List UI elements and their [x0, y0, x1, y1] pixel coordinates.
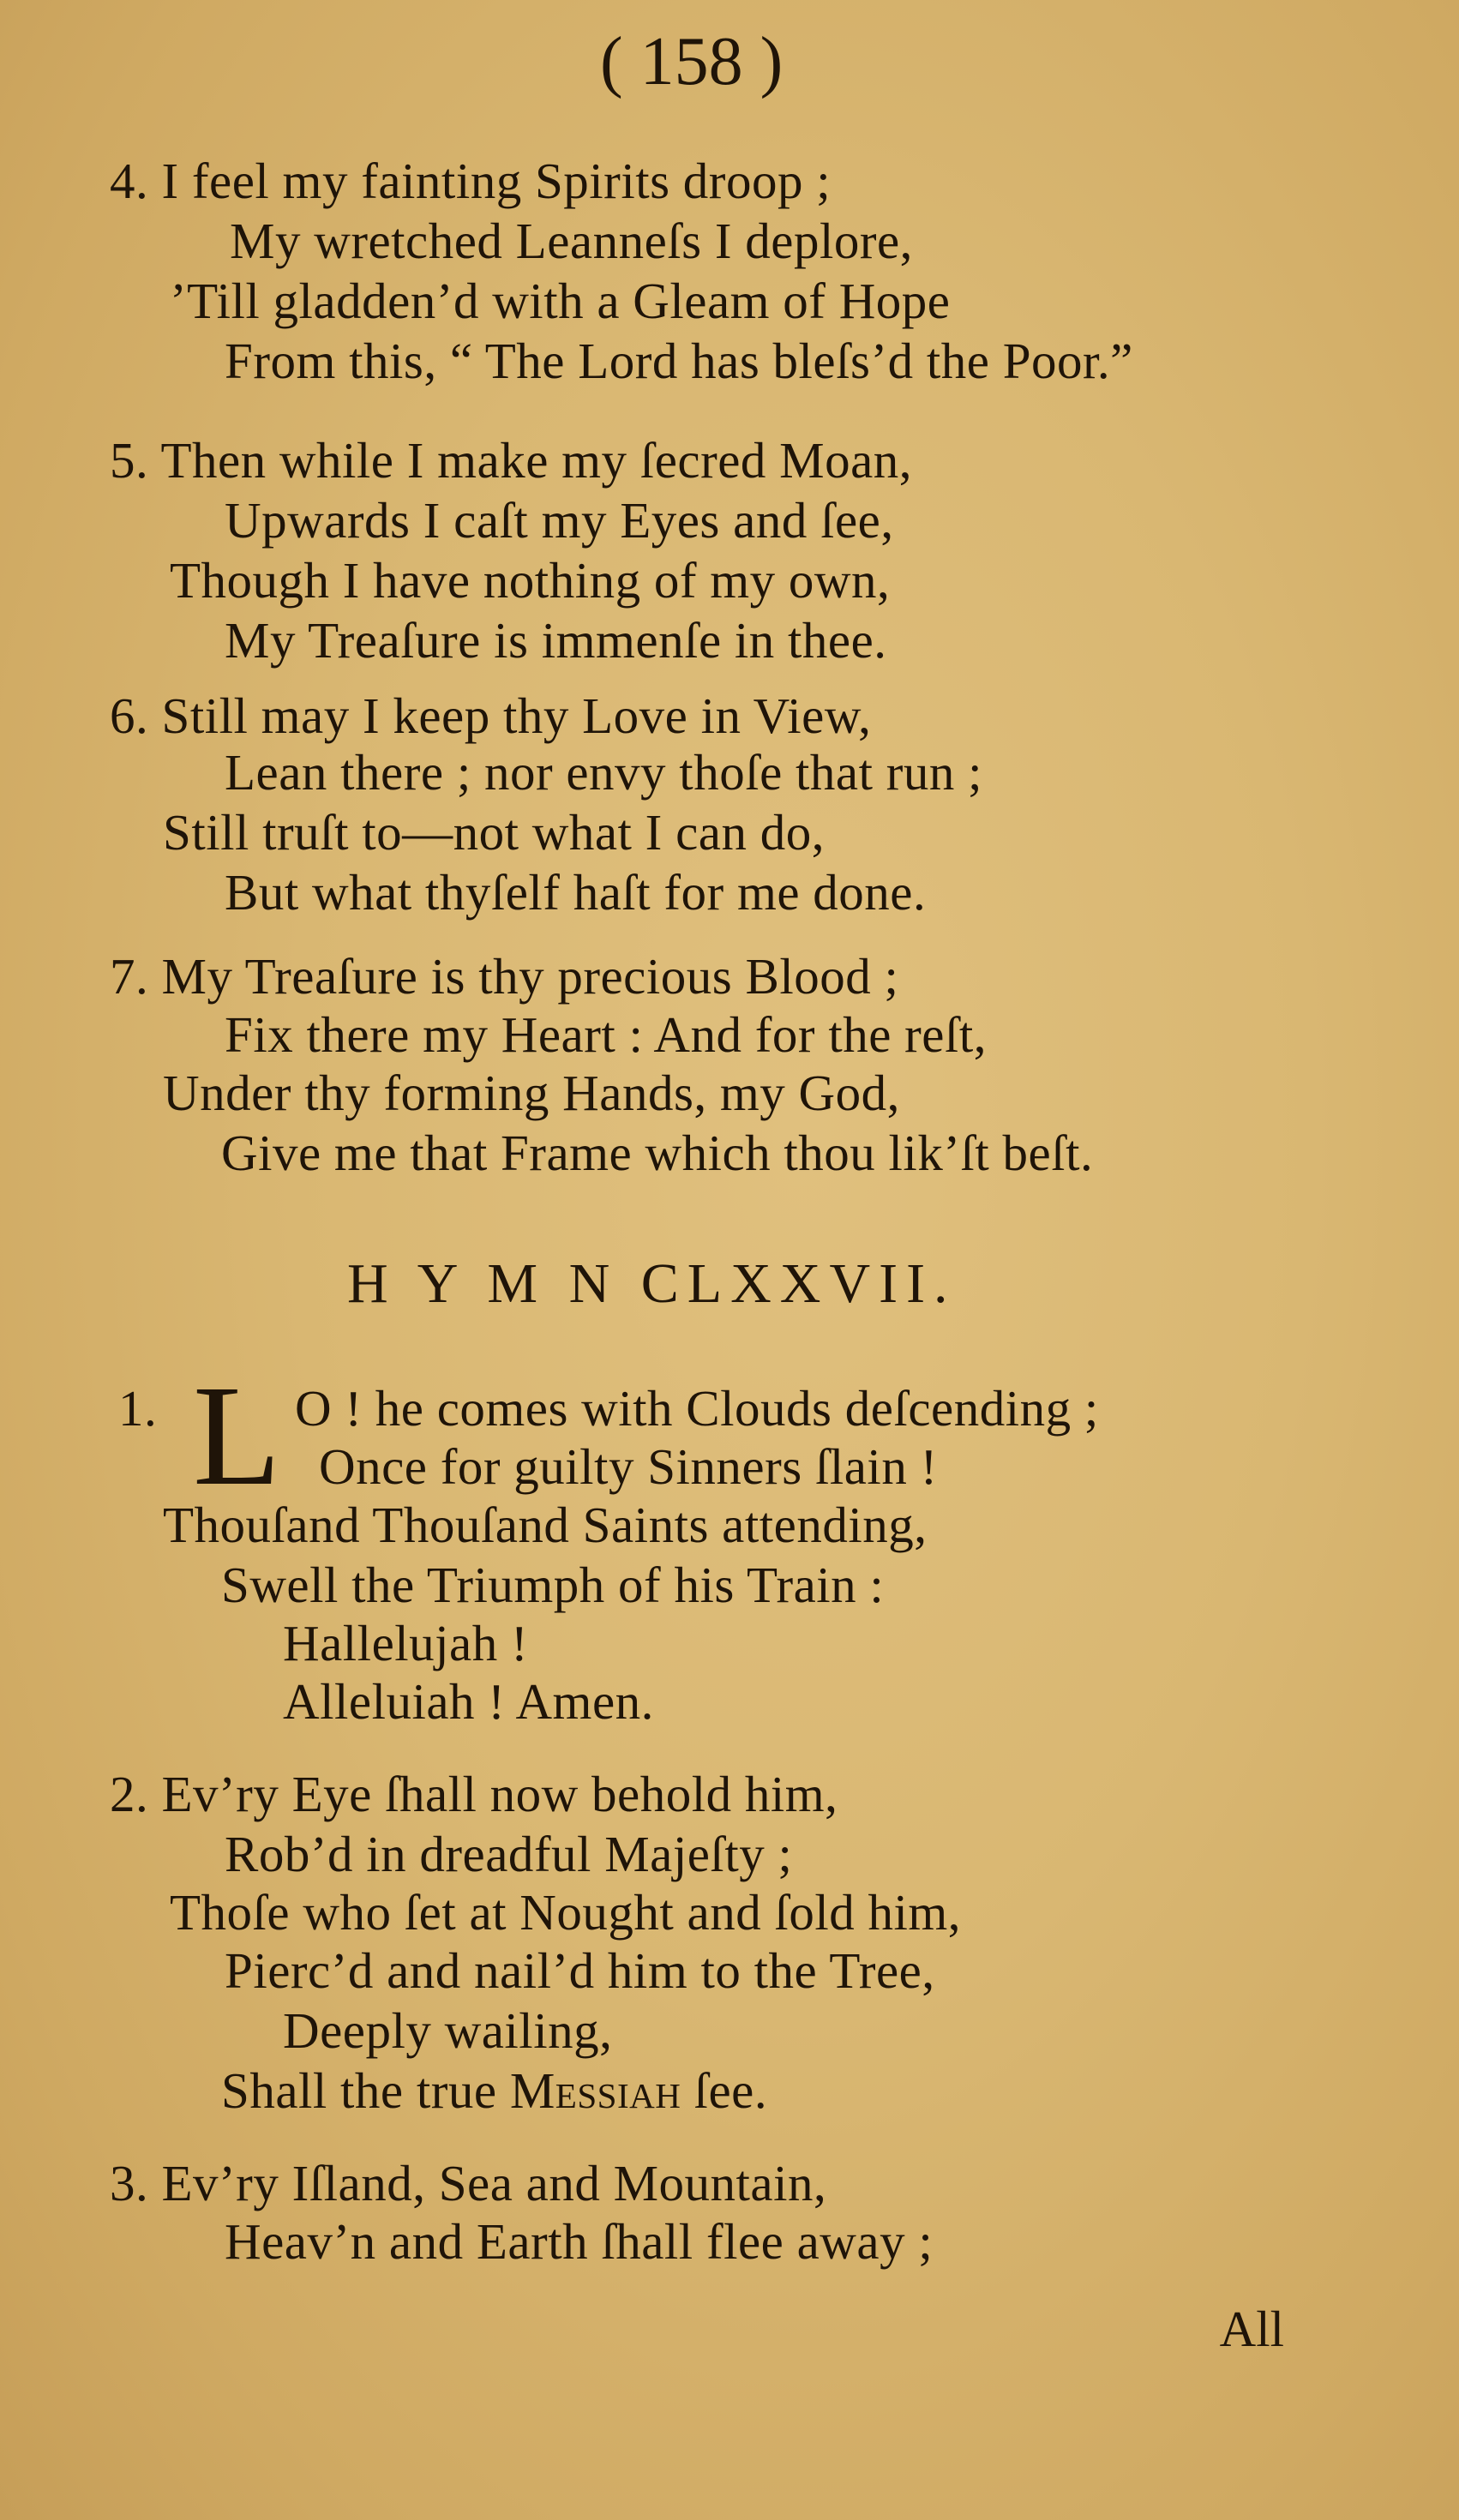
- verse-number: 4.: [110, 153, 149, 209]
- verse-4-line-1: [110, 151, 831, 211]
- verse-line-messiah: [221, 2061, 767, 2121]
- verse-line: Fix there my Heart : And for the reſt,: [225, 1006, 988, 1063]
- hymn-title: H Y M N CLXXVII.: [347, 1252, 957, 1315]
- verse-line: Thouſand Thouſand Saints attending,: [163, 1497, 928, 1553]
- verse-line: Still may I keep thy Love in View,: [161, 687, 872, 744]
- verse-line: Upwards I caſt my Eyes and ſee,: [225, 492, 894, 549]
- verse-line: Alleluiah ! Amen.: [283, 1673, 654, 1730]
- verse-line: From this, “ The Lord has bleſs’d the Poor.”: [225, 333, 1133, 389]
- verse-line: My Treaſure is thy precious Blood ;: [161, 948, 899, 1005]
- verse-line: O ! he comes with Clouds deſcending ;: [295, 1380, 1099, 1437]
- verse-line: Under thy forming Hands, my God,: [163, 1065, 900, 1121]
- verse-line: Ev’ry Eye ſhall now behold him,: [161, 1766, 838, 1822]
- drop-cap: L: [193, 1356, 281, 1515]
- verse-line: Ev’ry Iſland, Sea and Mountain,: [161, 2155, 827, 2211]
- verse-line: My Treaſure is immenſe in thee.: [225, 612, 887, 669]
- verse-line: Give me that Frame which thou lik’ſt beſt.: [221, 1125, 1094, 1181]
- verse-line: Swell the Triumph of his Train :: [221, 1557, 885, 1613]
- verse-line: But what thyſelf haſt for me done.: [225, 864, 927, 921]
- verse-number: 2.: [110, 1766, 149, 1822]
- verse-number: 5.: [110, 432, 149, 489]
- verse-6-line-1: [110, 686, 871, 746]
- verse-line: Once for guilty Sinners ſlain !: [319, 1438, 938, 1495]
- verse-number: 6.: [110, 687, 149, 744]
- page-number: ( 158 ): [600, 24, 784, 99]
- verse-line: Deeply wailing,: [283, 2002, 613, 2059]
- verse-line: Then while I make my ſecred Moan,: [160, 432, 913, 489]
- verse-number: 7.: [110, 948, 149, 1005]
- verse-line: Though I have nothing of my own,: [170, 552, 891, 609]
- verse-line: Still truſt to—not what I can do,: [163, 804, 825, 861]
- verse-line: Heav’n and Earth ſhall flee away ;: [225, 2213, 934, 2270]
- verse-line: My wretched Leanneſs I deplore,: [230, 213, 913, 269]
- verse-line: ’Till gladden’d with a Gleam of Hope: [170, 273, 951, 329]
- verse-line: Lean there ; nor envy thoſe that run ;: [225, 744, 983, 801]
- verse-7-line-1: [110, 946, 898, 1006]
- verse-number: 3.: [110, 2155, 149, 2211]
- verse-text: Shall the true: [221, 2062, 497, 2119]
- verse-line: Thoſe who ſet at Nought and ſold him,: [170, 1884, 962, 1941]
- verse-number: 1.: [118, 1380, 158, 1437]
- verse-line: Hallelujah !: [283, 1615, 529, 1671]
- hymn-verse-2-line-1: [110, 1764, 838, 1824]
- messiah-word: Messiah: [509, 2062, 681, 2119]
- verse-5-line-1: [110, 430, 912, 490]
- verse-line: Pierc’d and nail’d him to the Tree,: [225, 1942, 935, 1999]
- verse-text: ſee.: [693, 2062, 768, 2119]
- hymn-verse-3-line-1: [110, 2153, 826, 2213]
- verse-line: Rob’d in dreadful Majeſty ;: [225, 1826, 793, 1882]
- catchword: All: [1219, 2301, 1284, 2357]
- verse-line: I feel my fainting Spirits droop ;: [161, 153, 832, 209]
